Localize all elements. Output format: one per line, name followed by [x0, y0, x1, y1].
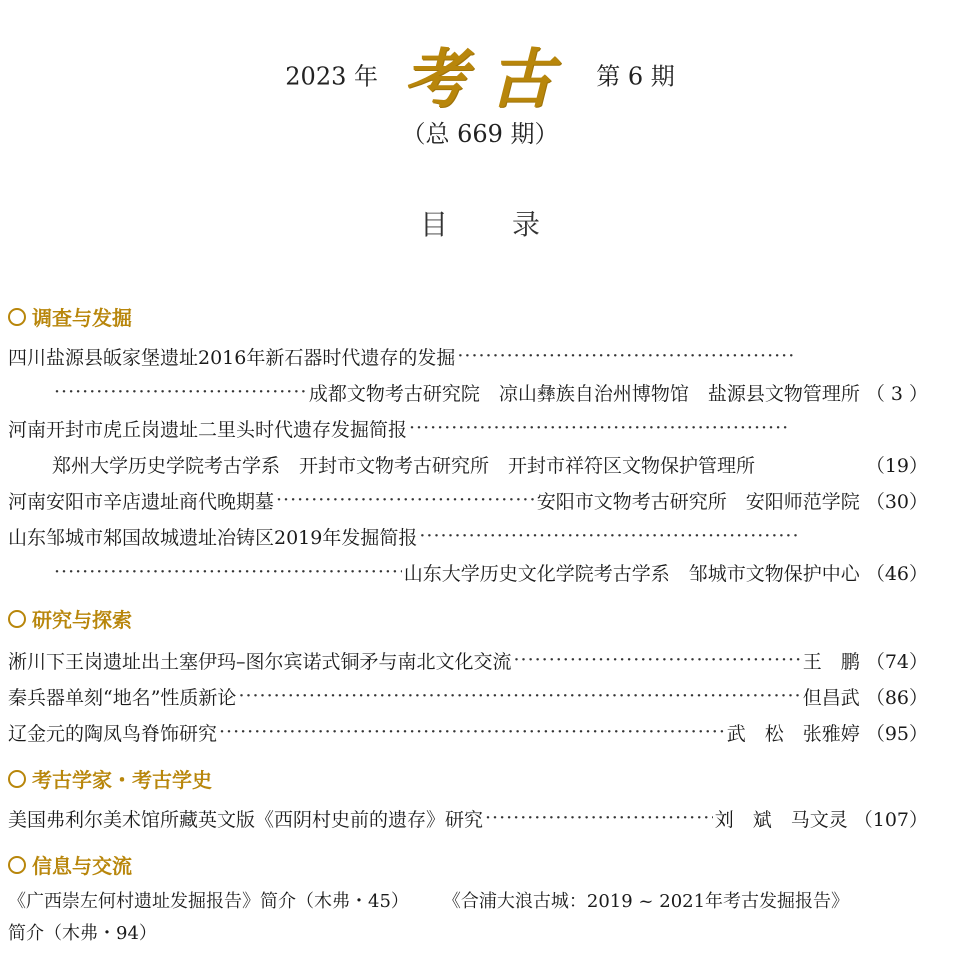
section-heading-survey: 调查与发掘 — [8, 302, 132, 331]
toc-entry[interactable]: 美国弗利尔美术馆所藏英文版《西阴村史前的遗存》研究 ····· 刘 斌 马文灵 （107） — [8, 804, 928, 832]
page-number: （30） — [865, 490, 928, 513]
toc-entry-title[interactable]: 河南开封市虎丘岗遗址二里头时代遗存发掘简报 ····· — [8, 414, 928, 442]
journal-header — [0, 28, 960, 120]
toc-entry-title[interactable]: 四川盐源县皈家堡遗址2016年新石器时代遗存的发掘 ····· — [8, 342, 928, 370]
journal-brand-logo: 考古 — [403, 42, 576, 117]
info-item-continued[interactable]: 简介（木弗・94） — [8, 923, 157, 944]
toc-entry[interactable]: 淅川下王岗遗址出土塞伊玛–图尔宾诺式铜矛与南北文化交流 ····· 王 鹏 （74） — [8, 646, 928, 674]
page-number: （107） — [853, 808, 928, 831]
page-number: （19） — [865, 454, 928, 477]
toc-entry-authors[interactable]: ····· 山东大学历史文化学院考古学系 邹城市文物保护中心 （46） — [52, 558, 928, 586]
info-item[interactable]: 《合浦大浪古城：2019 ~ 2021年考古发掘报告》 — [442, 891, 850, 912]
circle-bullet-icon — [8, 308, 26, 326]
section-heading-research: 研究与探索 — [8, 604, 132, 633]
toc-entry-authors[interactable]: ····· 成都文物考古研究院 凉山彝族自治州博物馆 盐源县文物管理所 （ 3 ） — [52, 378, 928, 406]
toc-entry[interactable]: 秦兵器单刻“地名”性质新论 ····· 但昌武 （86） — [8, 682, 928, 710]
circle-bullet-icon — [8, 856, 26, 874]
page-number: （86） — [865, 686, 928, 709]
info-item[interactable]: 《广西崇左何村遗址发掘报告》简介（木弗・45） — [8, 891, 409, 912]
page-number: （ 3 ） — [865, 382, 928, 405]
section-heading-archaeologists: 考古学家・考古学史 — [8, 764, 212, 793]
toc-entry[interactable]: 河南安阳市辛店遗址商代晚期墓 ····· 安阳市文物考古研究所 安阳师范学院 （30） — [8, 486, 928, 514]
section-heading-info: 信息与交流 — [8, 850, 132, 879]
info-list — [8, 886, 948, 950]
circle-bullet-icon — [8, 770, 26, 788]
year-label: 2023 年 — [285, 62, 378, 91]
page-number: （46） — [865, 562, 928, 585]
page-number: （74） — [865, 650, 928, 673]
toc-title: 目录 — [419, 208, 604, 241]
issue-label: 第 6 期 — [596, 62, 675, 91]
total-issue-label: （总 669 期） — [401, 120, 559, 148]
circle-bullet-icon — [8, 610, 26, 628]
toc-entry-authors[interactable]: 郑州大学历史学院考古学系 开封市文物考古研究所 开封市祥符区文物保护管理所 （19） — [52, 450, 928, 478]
toc-entry-title[interactable]: 山东邹城市邾国故城遗址冶铸区2019年发掘简报 ····· — [8, 522, 928, 550]
toc-entry[interactable]: 辽金元的陶凤鸟脊饰研究 ····· 武 松 张雅婷 （95） — [8, 718, 928, 746]
page-number: （95） — [865, 722, 928, 745]
